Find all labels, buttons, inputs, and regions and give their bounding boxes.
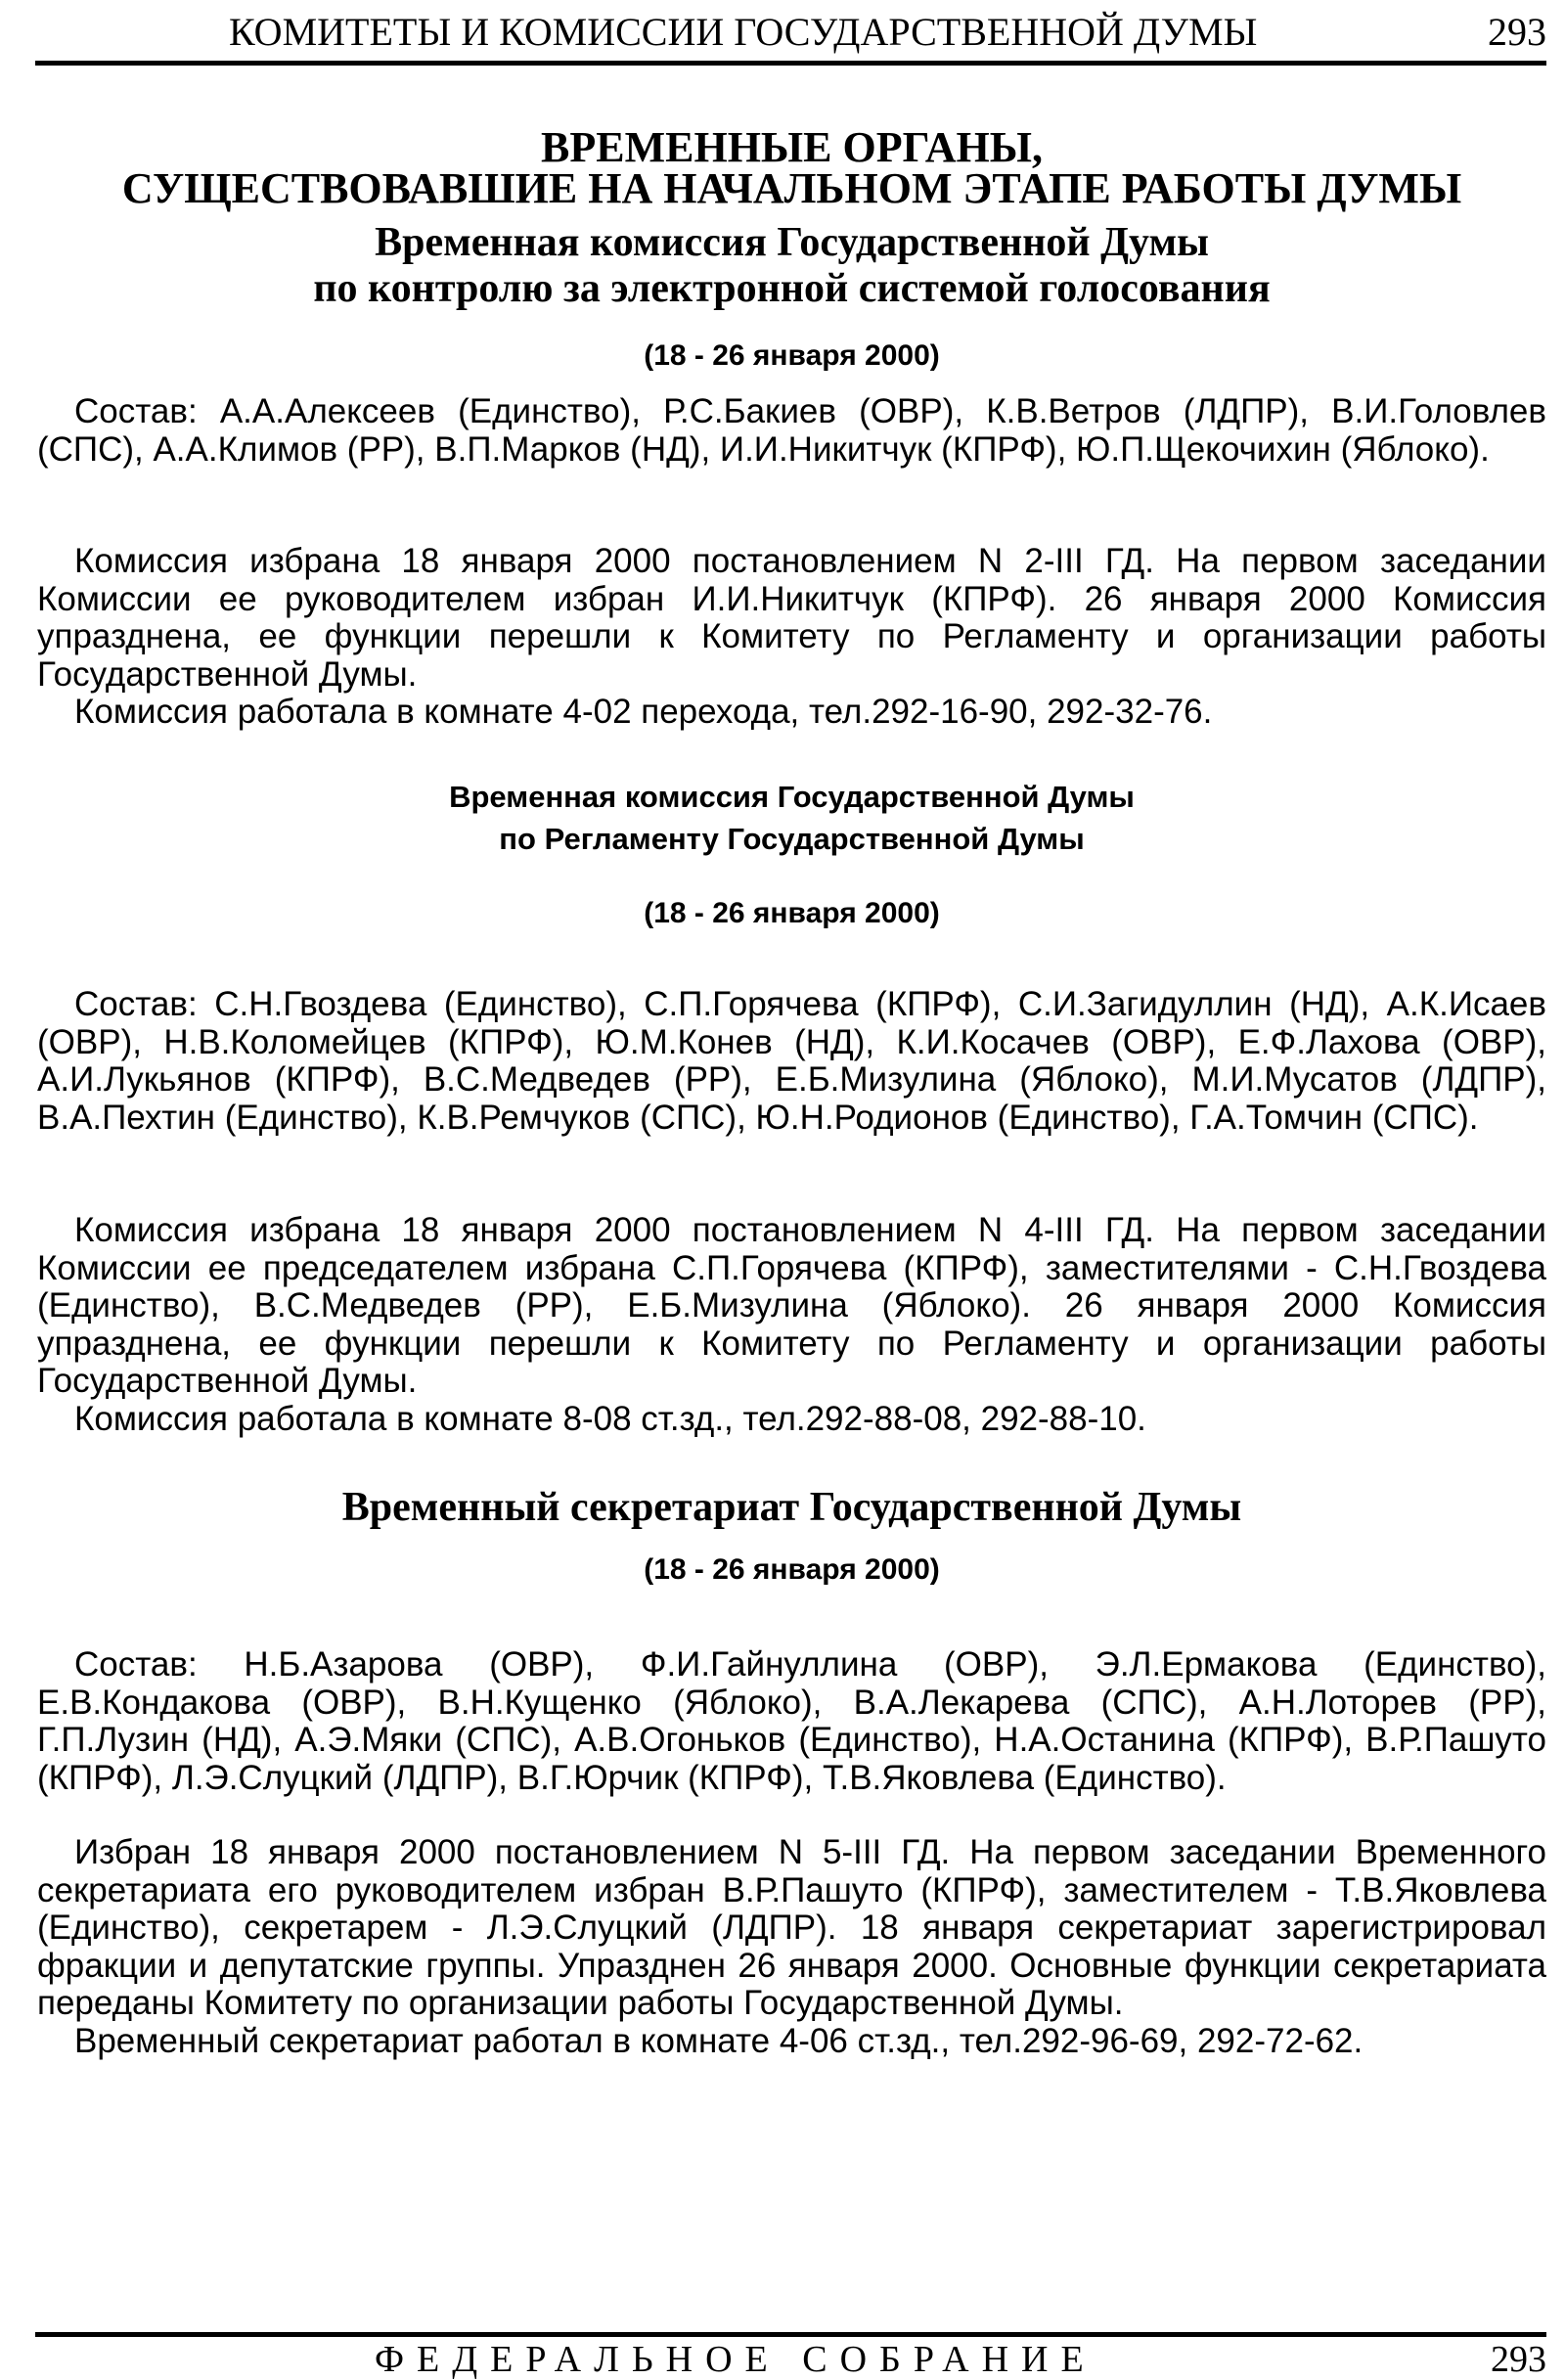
footer-page-number: 293 <box>1491 2339 1546 2380</box>
history-text: Комиссия избрана 18 января 2000 постановлением N 2-III ГД. На первом заседании Комиссии ее руководителем избран И.И.Никитчук (КПРФ). 26 января 2000 Комиссия упразднена, ее функции перешли к Комитету по Регламенту и организации работы Государственной Думы. <box>37 542 1546 694</box>
section-3-dates: (18 - 26 января 2000) <box>644 1553 940 1586</box>
section-1-title <box>37 220 1546 312</box>
main-title-line1: ВРЕМЕННЫЕ ОРГАНЫ, <box>541 123 1043 171</box>
history-text: Комиссия избрана 18 января 2000 постановлением N 4-III ГД. На первом заседании Комиссии ее председателем избрана С.П.Горячева (КПРФ), заместителями - С.Н.Гвоздева (Единство), В.С.Медведев (РР), Е.Б.Мизулина (Яблоко). 26 января 2000 Комиссия упразднена, ее функции перешли к Комитету по Регламенту и организации работы Государственной Думы. <box>37 1211 1546 1400</box>
section-2-title <box>37 776 1546 860</box>
section-3-members <box>37 1646 1546 1797</box>
header-rule <box>35 61 1546 66</box>
section-1-history <box>37 543 1546 732</box>
location-text: Временный секретариат работал в комнате 4-06 ст.зд., тел.292-96-69, 292-72-62. <box>74 2021 1364 2060</box>
members-text: Состав: Н.Б.Азарова (ОВР), Ф.И.Гайнуллина (ОВР), Э.Л.Ермакова (Единство), Е.В.Кондакова (ОВР), В.Н.Кущенко (Яблоко), В.А.Лекарева (СПС), А.Н.Лоторев (РР), Г.П.Лузин (НД), А.Э.Мяки (СПС), А.В.Огоньков (Единство), Н.А.Останина (КПРФ), В.Р.Пашуто (КПРФ), Л.Э.Слуцкий (ЛДПР), В.Г.Юрчик (КПРФ), Т.В.Яковлева (Единство). <box>37 1645 1546 1797</box>
main-title <box>37 123 1546 212</box>
location-text: Комиссия работала в комнате 4-02 перехода, тел.292-16-90, 292-32-76. <box>74 693 1213 731</box>
section-title-line: по контролю за электронной системой голосования <box>313 266 1271 311</box>
footer-title: ФЕДЕРАЛЬНОЕ СОБРАНИЕ <box>375 2339 1096 2380</box>
members-text: Состав: С.Н.Гвоздева (Единство), С.П.Горячева (КПРФ), С.И.Загидуллин (НД), А.К.Исаев (ОВР), Н.В.Коломейцев (КПРФ), Ю.М.Конев (НД), К.И.Косачев (ОВР), Е.Ф.Лахова (ОВР), А.И.Лукьянов (КПРФ), В.С.Медведев (РР), Е.Б.Мизулина (Яблоко), М.И.Мусатов (ЛДПР), В.А.Пехтин (Единство), К.В.Ремчуков (СПС), Ю.Н.Родионов (Единство), Г.А.Томчин (СПС). <box>37 985 1546 1137</box>
members-text: Состав: А.А.Алексеев (Единство), Р.С.Бакиев (ОВР), К.В.Ветров (ЛДПР), В.И.Головлев (СПС), А.А.Климов (РР), В.П.Марков (НД), И.И.Никитчук (КПРФ), Ю.П.Щекочихин (Яблоко). <box>37 392 1546 469</box>
section-title-line: по Регламенту Государственной Думы <box>499 822 1085 856</box>
section-1-dates: (18 - 26 января 2000) <box>644 339 940 372</box>
section-3-title: Временный секретариат Государственной Думы <box>341 1485 1242 1530</box>
location-text: Комиссия работала в комнате 8-08 ст.зд., тел.292-88-08, 292-88-10. <box>74 1399 1146 1438</box>
footer-rule <box>35 2332 1546 2337</box>
section-title-line: Временная комиссия Государственной Думы <box>449 780 1135 814</box>
history-text: Избран 18 января 2000 постановлением N 5-III ГД. На первом заседании Временного секретариата его руководителем избран В.Р.Пашуто (КПРФ), заместителем - Т.В.Яковлева (Единство), секретарем - Л.Э.Слуцкий (ЛДПР). 18 января секретариат зарегистрировал фракции и депутатские группы. Упразднен 26 января 2000. Основные функции секретариата переданы Комитету по организации работы Государственной Думы. <box>37 1833 1546 2022</box>
main-title-line2: СУЩЕСТВОВАВШИЕ НА НАЧАЛЬНОМ ЭТАПЕ РАБОТЫ ДУМЫ <box>121 164 1462 212</box>
section-2-history <box>37 1212 1546 1438</box>
section-title-line: Временная комиссия Государственной Думы <box>375 220 1209 265</box>
section-2-members <box>37 986 1546 1137</box>
section-3-history <box>37 1834 1546 2060</box>
page-number: 293 <box>1488 10 1546 54</box>
section-1-members <box>37 393 1546 469</box>
section-2-dates: (18 - 26 января 2000) <box>644 897 940 929</box>
running-header-title: КОМИТЕТЫ И КОМИССИИ ГОСУДАРСТВЕННОЙ ДУМЫ <box>229 10 1258 54</box>
